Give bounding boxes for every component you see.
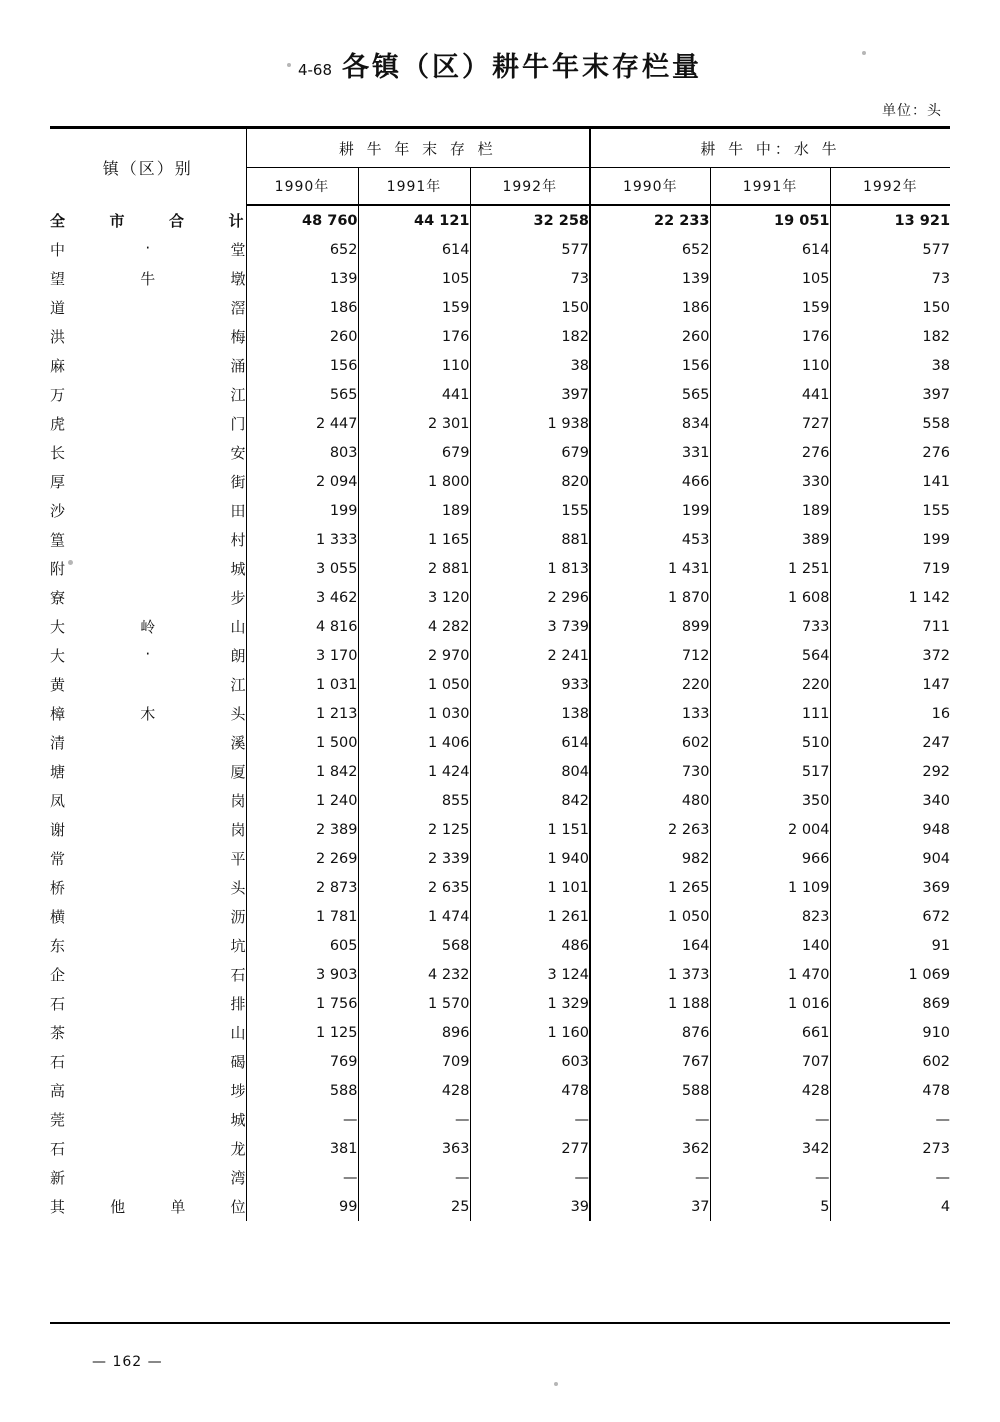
table-cell: 220	[590, 670, 710, 699]
table-cell: 1 431	[590, 554, 710, 583]
table-cell: 1 142	[908, 589, 951, 606]
table-cell: 138	[561, 705, 590, 722]
table-cell: 876	[590, 1018, 710, 1047]
table-cell: 733	[710, 612, 830, 641]
table-cell: 614	[358, 235, 470, 264]
table-cell: 38	[570, 357, 590, 374]
table-cell: 342	[710, 1134, 830, 1163]
table-cell: —	[343, 1111, 358, 1128]
table-cell: 397	[922, 386, 951, 403]
row-label: 新 湾	[50, 1163, 246, 1192]
table-cell: 73	[570, 270, 590, 287]
table-cell: 164	[590, 931, 710, 960]
table-cell: 588	[590, 1076, 710, 1105]
table-cell: 350	[710, 786, 830, 815]
table-cell: 292	[922, 763, 951, 780]
row-header-label: 镇（区）别	[50, 128, 246, 206]
table-cell: 5	[710, 1192, 830, 1221]
table-cell: 1 781	[315, 908, 358, 925]
table-row	[50, 322, 950, 351]
table-cell: 1 813	[547, 560, 590, 577]
table-cell: 869	[922, 995, 951, 1012]
table-cell: 3 124	[547, 966, 590, 983]
table-cell: 2 269	[315, 850, 358, 867]
table-cell: 1 424	[358, 757, 470, 786]
row-label: 长 安	[50, 438, 246, 467]
table-row	[50, 496, 950, 525]
row-label: 虎 门	[50, 409, 246, 438]
table-cell: —	[590, 1105, 710, 1134]
table-cell: 712	[590, 641, 710, 670]
table-cell: 199	[329, 502, 358, 519]
table-cell: 1 800	[358, 467, 470, 496]
table-cell: 1 125	[315, 1024, 358, 1041]
table-cell: 141	[922, 473, 951, 490]
table-cell: 330	[710, 467, 830, 496]
table-row	[50, 815, 950, 844]
table-cell: 105	[358, 264, 470, 293]
table-cell: 176	[358, 322, 470, 351]
table-cell: 933	[561, 676, 590, 693]
table-cell: 679	[561, 444, 590, 461]
table-cell: 2 389	[315, 821, 358, 838]
table-cell: 881	[561, 531, 590, 548]
table-cell: 652	[590, 235, 710, 264]
table-cell: 614	[710, 235, 830, 264]
table-cell: 1 069	[908, 966, 951, 983]
table-cell: —	[358, 1105, 470, 1134]
table-row	[50, 989, 950, 1018]
table-cell: 1 240	[315, 792, 358, 809]
table-cell: 441	[710, 380, 830, 409]
table-cell: 37	[590, 1192, 710, 1221]
table-cell: 4 232	[358, 960, 470, 989]
table-cell: 948	[922, 821, 951, 838]
table-cell: 159	[358, 293, 470, 322]
table-cell: 480	[590, 786, 710, 815]
table-cell: 3 055	[315, 560, 358, 577]
table-cell: 189	[710, 496, 830, 525]
table-cell: 3 120	[358, 583, 470, 612]
table-cell: 155	[561, 502, 590, 519]
table-cell: 2 004	[710, 815, 830, 844]
document-page	[0, 45, 1000, 1422]
col-header-g1-y1: 1990年	[246, 168, 358, 206]
table-row	[50, 1047, 950, 1076]
table-row	[50, 554, 950, 583]
table-cell: 372	[922, 647, 951, 664]
table-cell: 1 373	[590, 960, 710, 989]
table-cell: —	[574, 1169, 590, 1186]
table-cell: 199	[590, 496, 710, 525]
row-label: 东 坑	[50, 931, 246, 960]
table-cell: 2 447	[315, 415, 358, 432]
table-cell: —	[710, 1105, 830, 1134]
table-row	[50, 525, 950, 554]
table-cell: 4 816	[315, 618, 358, 635]
table-cell: 1 406	[358, 728, 470, 757]
table-cell: 2 301	[358, 409, 470, 438]
table-row	[50, 641, 950, 670]
col-header-g2-y1: 1990年	[590, 168, 710, 206]
table-row	[50, 1163, 950, 1192]
table-cell: 486	[561, 937, 590, 954]
table-row	[50, 902, 950, 931]
table-cell: 730	[590, 757, 710, 786]
table-row	[50, 1076, 950, 1105]
row-label: 凤 岗	[50, 786, 246, 815]
table-row	[50, 931, 950, 960]
table-cell: 568	[358, 931, 470, 960]
row-label: 寮 步	[50, 583, 246, 612]
row-label: 大 岭 山	[50, 612, 246, 641]
table-cell: 564	[710, 641, 830, 670]
table-cell: 466	[590, 467, 710, 496]
table-cell: 910	[922, 1024, 951, 1041]
table-cell: 389	[710, 525, 830, 554]
table-cell: 340	[922, 792, 951, 809]
table-cell: 156	[590, 351, 710, 380]
table-cell: 189	[358, 496, 470, 525]
table-cell: 182	[561, 328, 590, 345]
table-cell: —	[343, 1169, 358, 1186]
table-cell: 2 339	[358, 844, 470, 873]
table-cell: 105	[710, 264, 830, 293]
row-label: 企 石	[50, 960, 246, 989]
col-header-g1-y2: 1991年	[358, 168, 470, 206]
table-cell: 823	[710, 902, 830, 931]
table-body	[50, 205, 950, 1221]
table-cell: 1 500	[315, 734, 358, 751]
table-row	[50, 351, 950, 380]
table-cell: —	[935, 1111, 951, 1128]
table-cell: 1 165	[358, 525, 470, 554]
table-cell: 1 265	[590, 873, 710, 902]
table-cell: 3 462	[315, 589, 358, 606]
row-label: 塘 厦	[50, 757, 246, 786]
table-cell: 602	[922, 1053, 951, 1070]
table-cell: 1 030	[358, 699, 470, 728]
table-cell: —	[590, 1163, 710, 1192]
row-label: 石 排	[50, 989, 246, 1018]
table-row	[50, 583, 950, 612]
table-cell: 1 940	[547, 850, 590, 867]
table-cell: 260	[329, 328, 358, 345]
table-cell: 1 842	[315, 763, 358, 780]
table-cell: 276	[922, 444, 951, 461]
table-cell: 899	[590, 612, 710, 641]
table-row	[50, 873, 950, 902]
table-cell: 176	[710, 322, 830, 351]
table-cell: 565	[329, 386, 358, 403]
table-cell: 803	[329, 444, 358, 461]
table-cell: 277	[561, 1140, 590, 1157]
table-cell: 2 635	[358, 873, 470, 902]
table-cell: 44 121	[358, 205, 470, 235]
table-cell: 842	[561, 792, 590, 809]
table-cell: 767	[590, 1047, 710, 1076]
table-cell: 1 050	[358, 670, 470, 699]
table-cell: 110	[358, 351, 470, 380]
row-label: 篁 村	[50, 525, 246, 554]
table-cell: 110	[710, 351, 830, 380]
table-row	[50, 612, 950, 641]
table-cell: 605	[329, 937, 358, 954]
table-cell: 159	[710, 293, 830, 322]
table-row	[50, 728, 950, 757]
table-cell: 276	[710, 438, 830, 467]
table-cell: 1 031	[315, 676, 358, 693]
table-cell: 331	[590, 438, 710, 467]
table-cell: 19 051	[710, 205, 830, 235]
row-label: 全 市 合 计	[50, 205, 246, 235]
row-label: 万 江	[50, 380, 246, 409]
table-cell: 260	[590, 322, 710, 351]
statistics-table	[50, 126, 950, 1221]
table-cell: 769	[329, 1053, 358, 1070]
table-row	[50, 1134, 950, 1163]
table-cell: 39	[570, 1198, 590, 1215]
group-header-2: 耕 牛 中：水 牛	[590, 128, 950, 168]
table-cell: 1 474	[358, 902, 470, 931]
table-cell: 2 241	[547, 647, 590, 664]
table-cell: 709	[358, 1047, 470, 1076]
table-cell: 1 938	[547, 415, 590, 432]
row-label: 茶 山	[50, 1018, 246, 1047]
table-cell: 711	[922, 618, 951, 635]
table-row	[50, 380, 950, 409]
table-row	[50, 960, 950, 989]
bottom-rule	[50, 1322, 950, 1324]
table-row	[50, 699, 950, 728]
table-cell: 38	[931, 357, 951, 374]
table-row	[50, 757, 950, 786]
table-cell: 91	[931, 937, 951, 954]
table-cell: 478	[922, 1082, 951, 1099]
table-cell: 478	[561, 1082, 590, 1099]
table-cell: 111	[710, 699, 830, 728]
table-cell: 16	[931, 705, 951, 722]
row-label: 大 · 朗	[50, 641, 246, 670]
table-cell: 652	[329, 241, 358, 258]
table-cell: 22 233	[590, 205, 710, 235]
table-row	[50, 467, 950, 496]
table-cell: 441	[358, 380, 470, 409]
table-cell: —	[935, 1169, 951, 1186]
table-cell: 156	[329, 357, 358, 374]
table-cell: 2 263	[590, 815, 710, 844]
row-label: 高 埗	[50, 1076, 246, 1105]
table-cell: 139	[590, 264, 710, 293]
row-label: 横 沥	[50, 902, 246, 931]
table-cell: 904	[922, 850, 951, 867]
table-cell: 2 125	[358, 815, 470, 844]
table-cell: 140	[710, 931, 830, 960]
table-cell: 139	[329, 270, 358, 287]
table-cell: 1 333	[315, 531, 358, 548]
table-cell: 182	[922, 328, 951, 345]
row-label: 沙 田	[50, 496, 246, 525]
row-label: 莞 城	[50, 1105, 246, 1134]
table-cell: 727	[710, 409, 830, 438]
table-cell: 25	[358, 1192, 470, 1221]
col-header-g1-y3: 1992年	[470, 168, 590, 206]
table-cell: 133	[590, 699, 710, 728]
table-cell: 834	[590, 409, 710, 438]
table-cell: 1 608	[710, 583, 830, 612]
table-row	[50, 205, 950, 235]
table-cell: 1 213	[315, 705, 358, 722]
row-label: 清 溪	[50, 728, 246, 757]
row-label: 洪 梅	[50, 322, 246, 351]
table-cell: 820	[561, 473, 590, 490]
table-cell: 220	[710, 670, 830, 699]
table-cell: 428	[358, 1076, 470, 1105]
table-row	[50, 1105, 950, 1134]
table-cell: 577	[922, 241, 951, 258]
table-cell: 273	[922, 1140, 951, 1157]
table-cell: 602	[590, 728, 710, 757]
table-cell: 73	[931, 270, 951, 287]
row-label: 桥 头	[50, 873, 246, 902]
table-cell: 1 050	[590, 902, 710, 931]
table-cell: 247	[922, 734, 951, 751]
col-header-g2-y2: 1991年	[710, 168, 830, 206]
table-cell: 397	[561, 386, 590, 403]
table-cell: —	[574, 1111, 590, 1128]
table-cell: 982	[590, 844, 710, 873]
unit-note: 单位：头	[882, 103, 942, 119]
table-cell: 1 151	[547, 821, 590, 838]
table-cell: 381	[329, 1140, 358, 1157]
row-label: 石 碣	[50, 1047, 246, 1076]
group-header-1: 耕 牛 年 末 存 栏	[246, 128, 590, 168]
table-cell: 603	[561, 1053, 590, 1070]
row-label: 附 城	[50, 554, 246, 583]
table-cell: 99	[339, 1198, 358, 1215]
table-cell: 4	[940, 1198, 951, 1215]
table-cell: 719	[922, 560, 951, 577]
table-cell: 896	[358, 1018, 470, 1047]
table-row	[50, 235, 950, 264]
table-row	[50, 264, 950, 293]
table-cell: 1 261	[547, 908, 590, 925]
table-cell: 1 109	[710, 873, 830, 902]
table-cell: 1 870	[590, 583, 710, 612]
row-label: 麻 涌	[50, 351, 246, 380]
table-cell: 150	[561, 299, 590, 316]
table-cell: 1 188	[590, 989, 710, 1018]
table-cell: 1 756	[315, 995, 358, 1012]
table-cell: 1 329	[547, 995, 590, 1012]
table-cell: 510	[710, 728, 830, 757]
table-row	[50, 293, 950, 322]
table-cell: 1 570	[358, 989, 470, 1018]
table-cell: 804	[561, 763, 590, 780]
row-label: 中 · 堂	[50, 235, 246, 264]
table-cell: 369	[922, 879, 951, 896]
table-row	[50, 786, 950, 815]
table-cell: 147	[922, 676, 951, 693]
table-cell: 1 251	[710, 554, 830, 583]
row-label: 黄 江	[50, 670, 246, 699]
table-cell: 4 282	[358, 612, 470, 641]
table-row	[50, 844, 950, 873]
table-cell: 1 160	[547, 1024, 590, 1041]
table-cell: 661	[710, 1018, 830, 1047]
table-cell: 199	[922, 531, 951, 548]
table-cell: 707	[710, 1047, 830, 1076]
title-text: 各镇（区）耕牛年末存栏量	[342, 52, 703, 83]
table-cell: 672	[922, 908, 951, 925]
row-label: 樟 木 头	[50, 699, 246, 728]
row-label: 常 平	[50, 844, 246, 873]
table-cell: 428	[710, 1076, 830, 1105]
table-cell: 565	[590, 380, 710, 409]
table-cell: 588	[329, 1082, 358, 1099]
row-label: 望 牛 墩	[50, 264, 246, 293]
table-row	[50, 409, 950, 438]
table-cell: 13 921	[894, 212, 951, 229]
table-cell: 2 094	[315, 473, 358, 490]
page-number: — 162 —	[92, 1354, 163, 1370]
table-cell: 48 760	[302, 212, 358, 229]
col-header-g2-y3: 1992年	[830, 168, 950, 206]
table-cell: —	[358, 1163, 470, 1192]
table-cell: 453	[590, 525, 710, 554]
row-label: 道 滘	[50, 293, 246, 322]
table-cell: 186	[590, 293, 710, 322]
table-cell: 517	[710, 757, 830, 786]
table-row	[50, 1192, 950, 1221]
table-cell: 155	[922, 502, 951, 519]
table-cell: 2 970	[358, 641, 470, 670]
table-cell: 186	[329, 299, 358, 316]
row-label: 厚 街	[50, 467, 246, 496]
table-cell: 1 101	[547, 879, 590, 896]
row-label: 石 龙	[50, 1134, 246, 1163]
table-cell: 2 881	[358, 554, 470, 583]
page-title	[50, 45, 950, 84]
table-cell: 2 873	[315, 879, 358, 896]
table-cell: 1 470	[710, 960, 830, 989]
table-cell: 614	[561, 734, 590, 751]
table-cell: 3 739	[547, 618, 590, 635]
table-cell: 855	[358, 786, 470, 815]
table-cell: 3 903	[315, 966, 358, 983]
table-cell: 1 016	[710, 989, 830, 1018]
table-cell: 150	[922, 299, 951, 316]
table-row	[50, 438, 950, 467]
table-cell: 32 258	[533, 212, 590, 229]
table-cell: 362	[590, 1134, 710, 1163]
row-label: 其 他 单 位	[50, 1192, 246, 1221]
table-number: 4-68	[297, 61, 333, 79]
row-label: 谢 岗	[50, 815, 246, 844]
table-row	[50, 1018, 950, 1047]
table-row	[50, 670, 950, 699]
table-cell: 2 296	[547, 589, 590, 606]
table-cell: 558	[922, 415, 951, 432]
table-cell: 966	[710, 844, 830, 873]
table-cell: 3 170	[315, 647, 358, 664]
table-cell: 577	[561, 241, 590, 258]
table-cell: 363	[358, 1134, 470, 1163]
table-cell: 679	[358, 438, 470, 467]
table-cell: —	[710, 1163, 830, 1192]
